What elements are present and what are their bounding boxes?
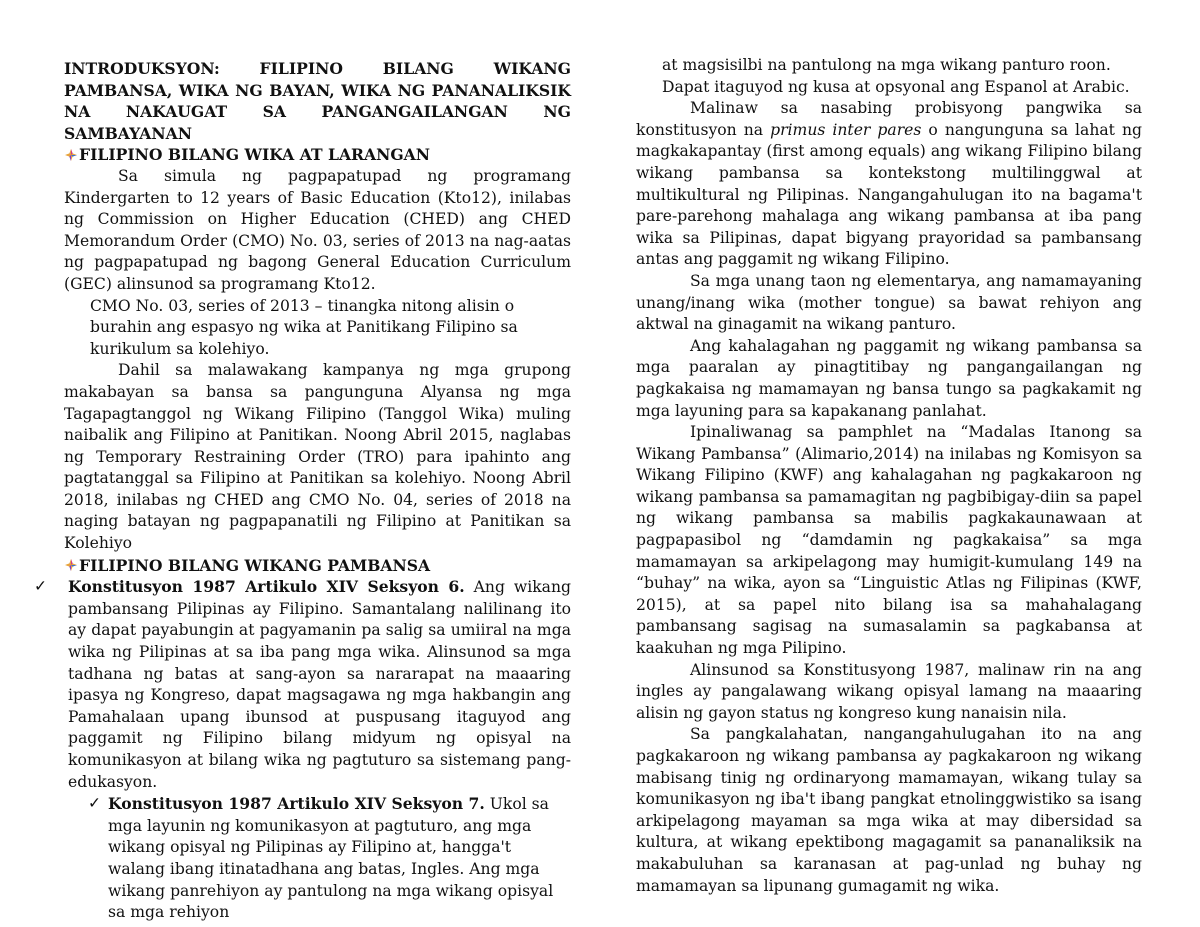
left-column — [34, 58, 572, 924]
right-column — [636, 55, 1142, 897]
section-heading-wikang-pambansa — [64, 555, 571, 577]
paragraph: Sa mga unang taon ng elementarya, ang namamayaning unang/inang wika (mother tongue) sa bawat rehiyon ang aktwal na ginagamit na wikang panturo. — [636, 271, 1142, 334]
paragraph: Ang kahalagahan ng paggamit ng wikang pambansa sa mga paaralan ay pinagtitibay ng pangangailangan ng pagkakaisa ng mamamayan ng bansa tungo sa pagkakamit ng mga layuning para sa kapakanang panlahat. — [636, 336, 1142, 420]
section-heading-text: FILIPINO BILANG WIKANG PAMBANSA — [79, 555, 431, 575]
italic-phrase: primus inter pares — [770, 120, 922, 139]
list-item-text — [108, 793, 571, 924]
paragraph: Dahil sa malawakang kampanya ng mga grupong makabayan sa bansa sa pangunguna Alyansa ng mga Tagapagtanggol ng Wikang Filipino (Tanggol Wika) muling naibalik ang Filipino at Panitikan. Noong Abril 2015, naglabas ng Temporary Restraining Order (TRO) para ipahinto ang pagtatanggal sa Filipino at Panitikan sa kolehiyo. Noong Abril 2018, inilabas ng CHED ang CMO No. 04, series of 2018 na naging batayan ng pagpapanatili ng Filipino at Panitikan sa Kolehiyo — [64, 361, 571, 553]
continuation-line: at magsisilbi na pantulong na mga wikang panturo roon. — [662, 56, 1111, 74]
list-item-seksyon-6 — [34, 576, 572, 793]
checkmark-icon: ✓ — [88, 794, 102, 813]
four-point-star-bullet-icon — [64, 148, 78, 162]
four-point-star-bullet-icon — [64, 558, 78, 572]
paragraph: Alinsunod sa Konstitusyong 1987, malinaw rin na ang ingles ay pangalawang wikang opisyal lamang na maaaring alisin ng gayon status ng kongreso kung nanaisin nila. — [636, 660, 1142, 722]
list-item-text — [68, 576, 571, 793]
list-item-body: Ang wikang pambansang Pilipinas ay Filipino. Samantalang nalilinang ito ay dapat payabungin at pagyamanin pa salig sa umiiral na mga wika ng Pilipinas at sa iba pang mga wika. Alinsunod sa mga tadhana ng batas at sang-ayon sa nararapat na maaaring ipasya ng Kongreso, dapat magsagawa ng mga hakbangin ang Pamahalaan upang ibunsod at puspusang itaguyod ang paggamit ng Filipino bilang midyum ng opisyal na komunikasyon at bilang wika ng pagtuturo sa sistemang pang-edukasyon. — [68, 578, 572, 791]
section-heading-text: FILIPINO BILANG WIKA AT LARANGAN — [79, 145, 431, 165]
list-item-seksyon-7 — [88, 793, 571, 924]
paragraph-text: o nangunguna sa lahat ng magkakapantay (first among equals) ang wikang Filipino bilang wikang pambansa sa kontekstong multilinggwal at multikultural ng Pilipinas. Nangangahulugan ito na bagama't pare-parehong mahalaga ang wikang pambansa at iba pang wika sa Pilipinas, dapat bigyang prayoridad sa pambansang antas ang paggamit ng wikang Filipino. — [636, 120, 1142, 269]
paragraph: Sa simula ng pagpapatupad ng programang Kindergarten to 12 years of Basic Education (Kto12), inilabas ng Commission on Higher Education (CHED) ang CHED Memorandum Order (CMO) No. 03, series of 2013 na nag-aatas ng pagpapatupad ng bagong General Education Curriculum (GEC) alinsunod sa programang Kto12. — [64, 166, 571, 293]
checkmark-icon: ✓ — [34, 577, 48, 596]
continuation-line: Dapat itaguyod ng kusa at opsyonal ang Espanol at Arabic. — [662, 77, 1130, 96]
list-item-bold-label: Konstitusyon 1987 Artikulo XIV Seksyon 7. — [108, 794, 485, 814]
paragraph — [636, 98, 1142, 271]
paragraph: Ipinaliwanag sa pamphlet na “Madalas Itanong sa Wikang Pambansa” (Alimario,2014) na inilabas ng Komisyon sa Wikang Filipino (KWF) ang kahalagahan ng pagkakaroon ng wikang pambansa sa pamamagitan ng pagbibigay-diin sa papel ng wikang pambansa sa mabilis pagkakaunawaan at pagpapasibol ng “damdamin ng pagkakaisa” sa mga mamamayan sa arkipelagong may humigit-kumulang 149 na “buhay” na wika, ayon sa “Linguistic Atlas ng Filipinas (KWF, 2015), at sa papel nito bilang isa sa mahahalagang pambansang sagisag na sumasalamin sa pagkabansa at kaakuhan ng mga Pilipino. — [636, 423, 1142, 658]
paragraph: Sa pangkalahatan, nangangahulugahan ito na ang pagkakaroon ng wikang pambansa ay pagkakaroon ng wikang mabisang tinig ng ordinaryong mamamayan, wikang tulay sa komunikasyon ng iba't ibang pangkat etnolinggwistiko sa isang arkipelagong mayaman sa mga wika at may dibersidad sa kultura, at wikang epektibong magagamit sa pananaliksik na makabuluhan sa karanasan at pag-unlad ng buhay ng mamamayan sa lipunang gumagamit ng wika. — [636, 725, 1142, 895]
list-item-body: Ukol sa mga layunin ng komunikasyon at pagtuturo, ang mga wikang opisyal ng Pilipinas ay Filipino at, hangga't walang ibang itinatadhana ang batas, Ingles. Ang mga wikang panrehiyon ay pantulong na mga wikang opisyal sa mga rehiyon — [108, 795, 554, 922]
paragraph-text: Malinaw sa nasabing probisyong pangwika sa konstitusyon na — [636, 99, 1142, 139]
section-heading-wika-at-larangan — [64, 144, 571, 166]
paragraph-cmo-note: CMO No. 03, series of 2013 – tinangka nitong alisin o burahin ang espasyo ng wika at Panitikang Filipino sa kurikulum sa kolehiyo. — [90, 296, 518, 358]
list-item-bold-label: Konstitusyon 1987 Artikulo XIV Seksyon 6. — [68, 577, 465, 597]
document-title: INTRODUKSYON: FILIPINO BILANG WIKANG PAMBANSA, WIKA NG BAYAN, WIKA NG PANANALIKSIK NA NAKAUGAT SA PANGANGAILANGAN NG SAMBAYANAN — [64, 59, 571, 143]
